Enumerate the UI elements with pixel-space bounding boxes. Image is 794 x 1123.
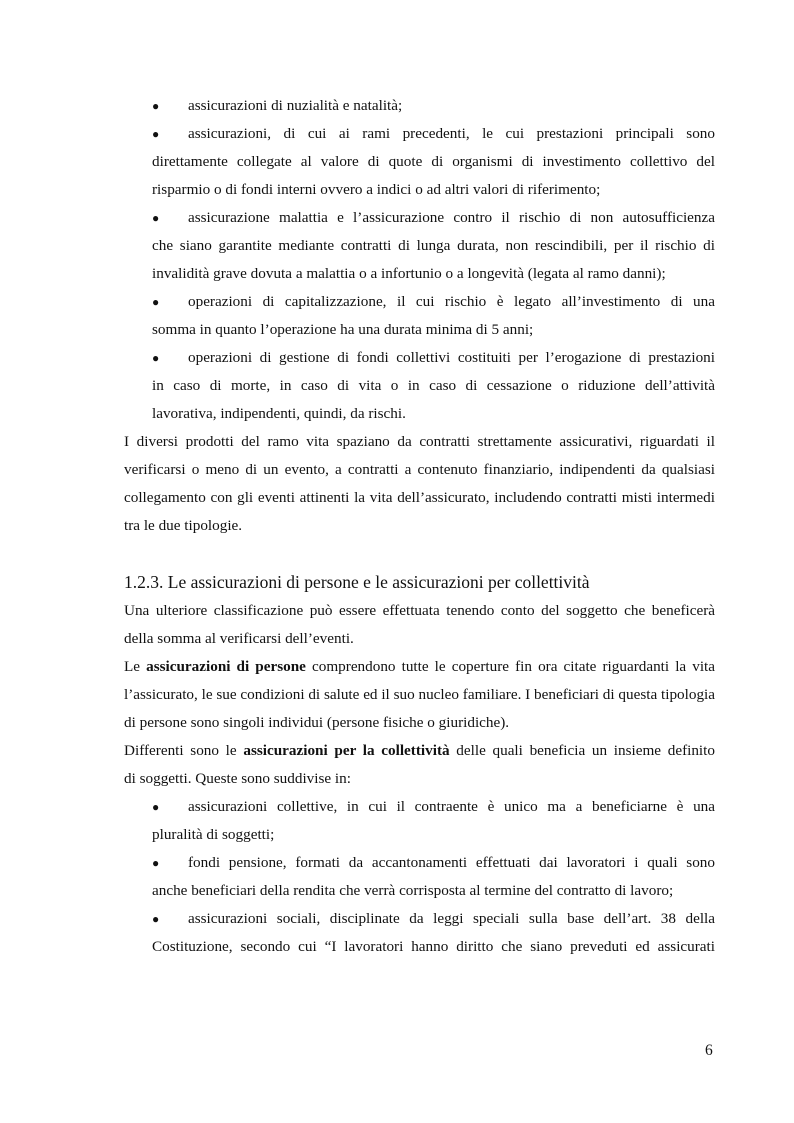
list-item-line: operazioni di capitalizzazione, il cui rischio è legato all’investimento di una xyxy=(188,293,715,310)
paragraph-line: di soggetti. Queste sono suddivise in: xyxy=(124,770,351,787)
paragraph-line: collegamento con gli eventi attinenti la vita dell’assicurato, includendo contratti misti intermedi xyxy=(124,489,715,506)
bullet-icon: ● xyxy=(152,211,160,225)
list-item-line: risparmio o di fondi interni ovvero a indici o ad altri valori di riferimento; xyxy=(152,181,601,198)
list-item-line: anche beneficiari della rendita che verrà corrisposta al termine del contratto di lavoro; xyxy=(152,882,674,899)
list-item-line: direttamente collegate al valore di quote di organismi di investimento collettivo del xyxy=(152,153,715,170)
page-number: 6 xyxy=(705,1042,713,1059)
paragraph-line: della somma al verificarsi dell’eventi. xyxy=(124,630,354,647)
bullet-icon: ● xyxy=(152,856,160,870)
paragraph-line: I diversi prodotti del ramo vita spaziano da contratti strettamente assicurativi, riguardati il xyxy=(124,433,715,450)
paragraph-text: delle quali beneficia un insieme definito xyxy=(449,742,715,759)
list-item-line: pluralità di soggetti; xyxy=(152,826,275,843)
list-item-line: operazioni di gestione di fondi collettivi costituiti per l’erogazione di prestazioni xyxy=(188,349,715,366)
list-item-line: in caso di morte, in caso di vita o in caso di cessazione o riduzione dell’attività xyxy=(152,377,715,394)
paragraph-line: l’assicurato, le sue condizioni di salute ed il suo nucleo familiare. I beneficiari di questa tipologia xyxy=(124,686,715,703)
paragraph-line: verificarsi o meno di un evento, a contratti a contenuto finanziario, indipendenti da qualsiasi xyxy=(124,461,715,478)
list-item-line: Costituzione, secondo cui “I lavoratori hanno diritto che siano preveduti ed assicurati xyxy=(152,938,715,955)
paragraph-line xyxy=(124,741,715,761)
paragraph-text: comprendono tutte le coperture fin ora citate riguardanti la vita xyxy=(305,658,716,675)
paragraph-text: Le xyxy=(124,658,147,675)
list-item-line: somma in quanto l’operazione ha una durata minima di 5 anni; xyxy=(152,321,534,338)
bullet-icon: ● xyxy=(152,127,160,141)
bullet-icon: ● xyxy=(152,800,160,814)
bold-term: assicurazioni di persone xyxy=(146,658,306,675)
list-item-line: assicurazioni di nuzialità e natalità; xyxy=(188,97,403,114)
paragraph-line: Una ulteriore classificazione può essere effettuata tenendo conto del soggetto che beneficerà xyxy=(124,602,715,619)
list-item-line: assicurazioni, di cui ai rami precedenti, le cui prestazioni principali sono xyxy=(188,125,715,142)
bullet-icon: ● xyxy=(152,912,160,926)
list-item-line: invalidità grave dovuta a malattia o a infortunio o a longevità (legata al ramo danni); xyxy=(152,265,666,282)
list-item-line: assicurazioni collettive, in cui il contraente è unico ma a beneficiarne è una xyxy=(188,798,715,815)
paragraph-line: tra le due tipologie. xyxy=(124,517,243,534)
bold-term: assicurazioni per la collettività xyxy=(243,742,450,759)
list-item-line: assicurazioni sociali, disciplinate da leggi speciali sulla base dell’art. 38 della xyxy=(188,910,715,927)
list-item-line: lavorativa, indipendenti, quindi, da rischi. xyxy=(152,405,406,422)
bullet-icon: ● xyxy=(152,351,160,365)
paragraph-text: Differenti sono le xyxy=(124,742,244,759)
paragraph-line xyxy=(124,657,715,677)
bullet-icon: ● xyxy=(152,295,160,309)
list-item-line: fondi pensione, formati da accantonamenti effettuati dai lavoratori i quali sono xyxy=(188,854,715,871)
section-heading: 1.2.3. Le assicurazioni di persone e le assicurazioni per collettività xyxy=(124,572,590,592)
paragraph-line: di persone sono singoli individui (persone fisiche o giuridiche). xyxy=(124,714,510,731)
bullet-icon: ● xyxy=(152,99,160,113)
list-item-line: assicurazione malattia e l’assicurazione contro il rischio di non autosufficienza xyxy=(188,209,715,226)
list-item-line: che siano garantite mediante contratti di lunga durata, non rescindibili, per il rischio di xyxy=(152,237,715,254)
